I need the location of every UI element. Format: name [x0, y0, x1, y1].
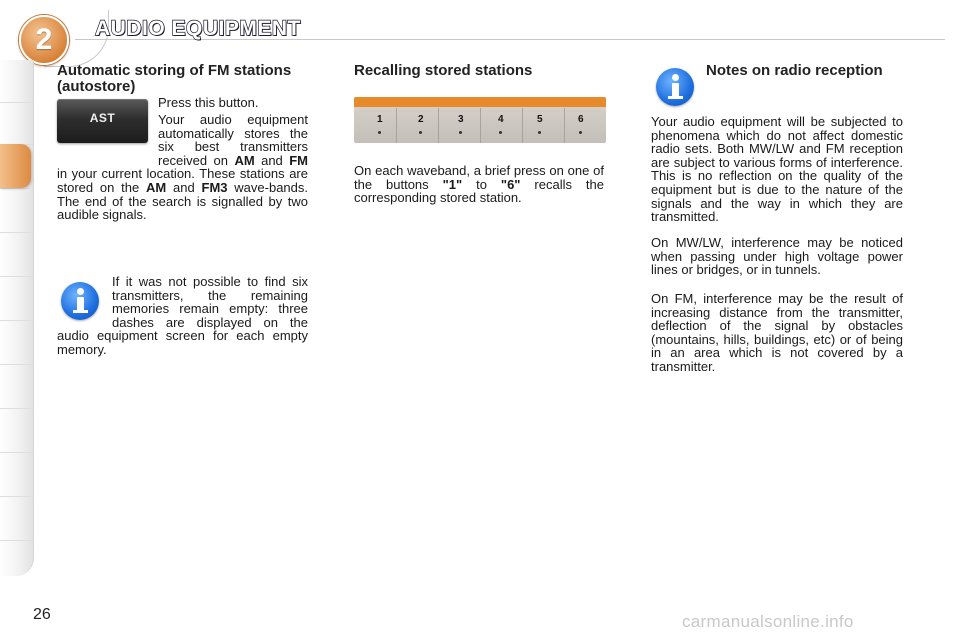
page-title: AUDIO EQUIPMENT	[95, 17, 301, 40]
radio-button-6: 6	[578, 114, 584, 125]
chapter-tabs	[0, 60, 34, 580]
chapter-tab[interactable]	[0, 496, 33, 497]
radio-button-3: 3	[458, 114, 464, 125]
page-number: 26	[33, 606, 51, 623]
chapter-tab[interactable]	[0, 276, 33, 277]
chapter-tab[interactable]	[0, 232, 33, 233]
chapter-tab[interactable]	[0, 408, 33, 409]
notes-paragraph-2: On MW/LW, interference may be noticed when passing under high voltage power lines or bridges, or in tunnels.	[651, 235, 903, 278]
info-icon	[656, 68, 694, 106]
radio-button-2: 2	[418, 114, 424, 125]
autostore-body: Your audio equipment automatically stores the six best transmitters received on AM and FM in your current location. These stations are stored on the AM and FM3 wave-bands. The end of the search is signalled by two audible signals.	[57, 112, 308, 223]
notes-heading: Notes on radio reception	[706, 62, 883, 79]
chapter-tab[interactable]	[0, 364, 33, 365]
radio-button-4: 4	[498, 114, 504, 125]
ast-button-label: AST	[89, 111, 116, 125]
empty-memory-note: If it was not possible to find six transmitters, the remaining memories remain empty: three dashes are displayed on the audio equipment screen for each empty memory.	[57, 274, 308, 357]
chapter-tab[interactable]	[0, 320, 33, 321]
autostore-heading: Automatic storing of FM stations (autostore)	[57, 62, 292, 95]
watermark: carmanualsonline.info	[682, 612, 854, 631]
radio-button-1: 1	[377, 114, 383, 125]
chapter-tab[interactable]	[0, 540, 33, 541]
chapter-tab[interactable]	[0, 102, 33, 103]
chapter-tab[interactable]	[0, 188, 33, 189]
chapter-tab[interactable]	[0, 452, 33, 453]
press-button-text: Press this button.	[158, 95, 259, 110]
chapter-number: 2	[35, 23, 53, 56]
notes-paragraph-3: On FM, interference may be the result of increasing distance from the transmitter, deflection of the signal by obstacles (mountains, hills, buildings, etc) or of being in an area which is not covered by a transmitter.	[651, 291, 903, 374]
recalling-heading: Recalling stored stations	[354, 62, 533, 79]
notes-paragraph-1: Your audio equipment will be subjected to phenomena which do not affect domestic radio sets. Both MW/LW and FM reception are subject to various forms of interference. This is no reflection on the quality of the equipment but is due to the nature of the signals and the way in which they are transmitted.	[651, 114, 903, 225]
chapter-tab-active[interactable]	[0, 144, 31, 188]
radio-button-5: 5	[537, 114, 543, 125]
chapter-badge	[19, 15, 69, 65]
radio-preset-panel-image	[354, 97, 606, 143]
recalling-body: On each waveband, a brief press on one of the buttons "1" to "6" recalls the corresponding stored station.	[354, 163, 604, 206]
